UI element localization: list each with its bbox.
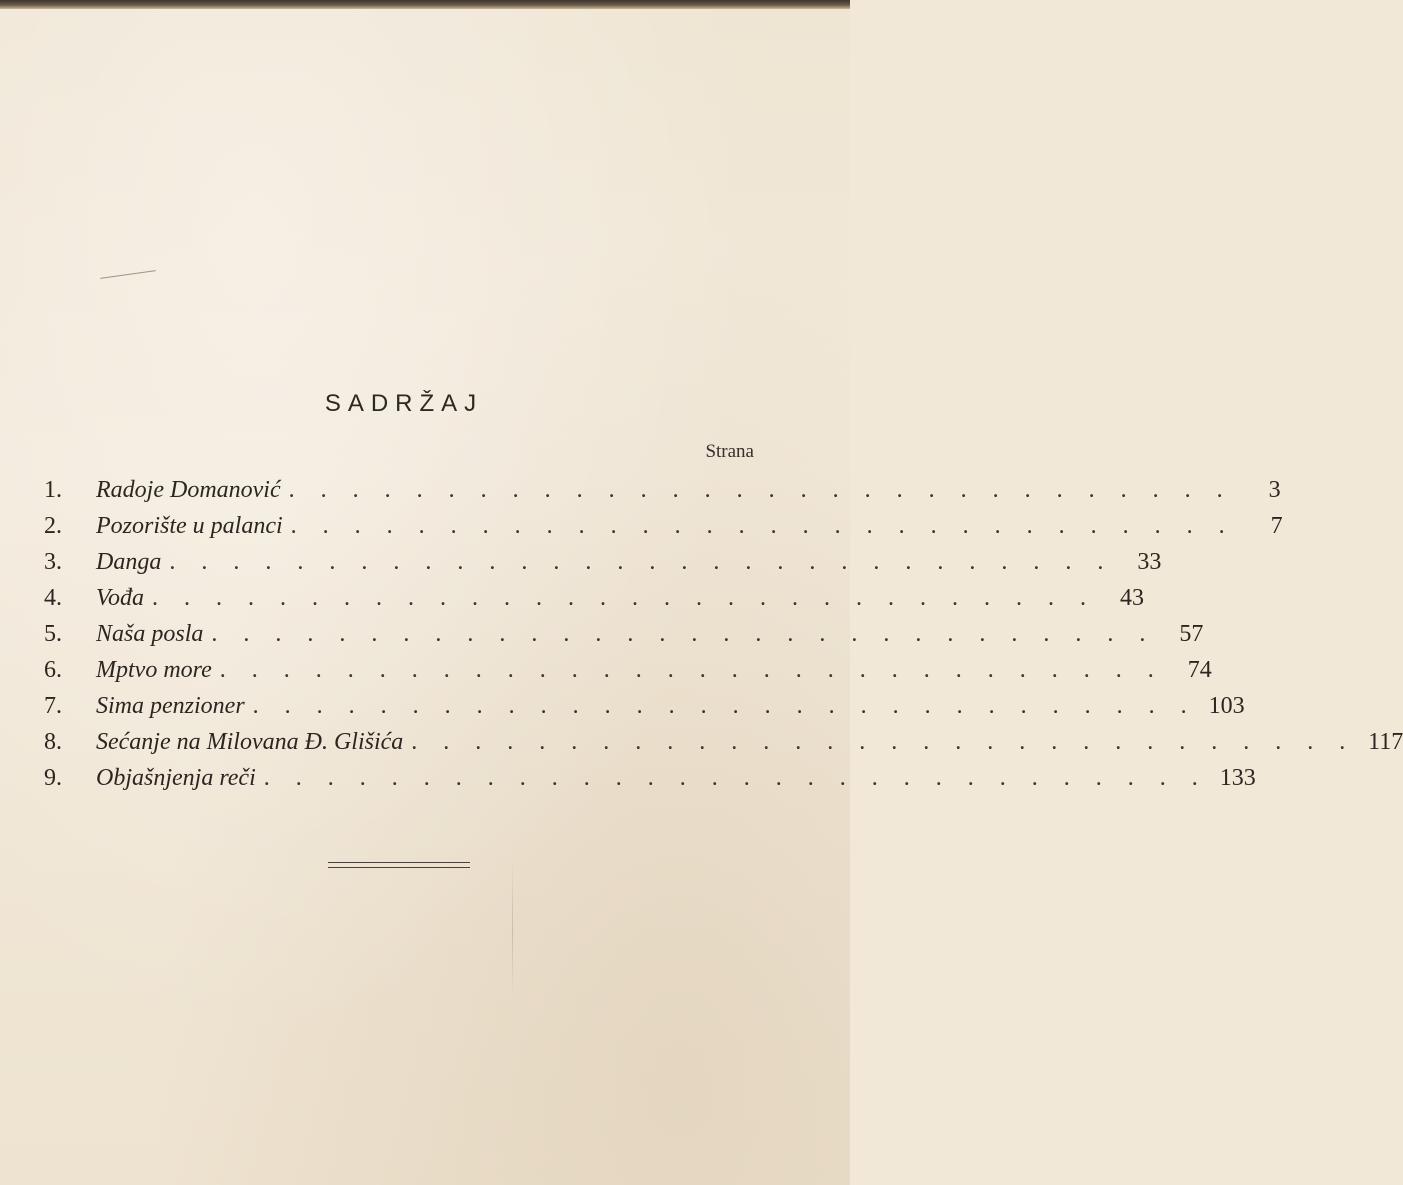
- entry-number: 9.: [44, 765, 62, 791]
- page-title: SADRŽAJ: [324, 390, 484, 417]
- entry-number: 8.: [44, 729, 62, 755]
- entry-title: Sećanje na Milovana Đ. Glišića: [96, 729, 404, 755]
- pencil-mark: [100, 270, 156, 279]
- paper-crease: [512, 860, 513, 1000]
- entry-number: 5.: [44, 621, 62, 647]
- entry-page: 133: [1219, 765, 1256, 791]
- dot-leader: . . . . . . . . . . . . . . . . . . . . . . . . . . . . . .: [263, 765, 1208, 791]
- entry-page: 57: [1179, 621, 1204, 647]
- table-of-contents: [44, 472, 1403, 796]
- entry-number: 2.: [44, 513, 62, 539]
- toc-entry-4: [44, 580, 1144, 616]
- dot-leader: . . . . . . . . . . . . . . . . . . . . . . . . . . . . . .: [211, 621, 1156, 647]
- dot-leader: . . . . . . . . . . . . . . . . . . . . . . . . . . . . . .: [411, 729, 1356, 755]
- dot-leader: . . . . . . . . . . . . . . . . . . . . . . . . . . . . . .: [252, 693, 1197, 719]
- entry-title: Radoje Domanović: [96, 477, 281, 503]
- toc-entry-5: [44, 616, 1204, 652]
- entry-number: 7.: [44, 693, 62, 719]
- toc-entry-3: [44, 544, 1162, 580]
- entry-page: 43: [1120, 585, 1144, 611]
- page-top-edge: [0, 0, 850, 9]
- toc-entry-8: [44, 724, 1403, 760]
- entry-page: 74: [1187, 657, 1212, 683]
- entry-number: 4.: [44, 585, 62, 611]
- entry-page: 33: [1137, 549, 1162, 575]
- entry-title: Naša posla: [96, 621, 204, 647]
- double-rule-divider: [328, 862, 470, 868]
- page-column-label: Strana: [705, 441, 754, 462]
- dot-leader: . . . . . . . . . . . . . . . . . . . . . . . . . . . . . .: [169, 549, 1114, 575]
- entry-page: 117: [1368, 729, 1403, 755]
- toc-entry-7: [44, 688, 1245, 724]
- toc-entry-6: [44, 652, 1212, 688]
- entry-page: 7: [1270, 513, 1283, 539]
- dot-leader: . . . . . . . . . . . . . . . . . . . . . . . . . . . . . .: [290, 513, 1235, 539]
- entry-title: Danga: [96, 549, 162, 575]
- toc-entry-1: [44, 472, 1281, 508]
- entry-page: 3: [1268, 477, 1281, 503]
- dot-leader: . . . . . . . . . . . . . . . . . . . . . . . . . . . . . .: [219, 657, 1164, 683]
- entry-title: Vođa: [96, 585, 144, 611]
- entry-title: Objašnjenja reči: [96, 765, 256, 791]
- dot-leader: . . . . . . . . . . . . . . . . . . . . . . . . . . . . . .: [152, 585, 1096, 611]
- entry-number: 6.: [44, 657, 62, 683]
- dot-leader: . . . . . . . . . . . . . . . . . . . . . . . . . . . . . .: [288, 477, 1233, 503]
- entry-number: 1.: [44, 477, 62, 503]
- entry-title: Mptvo more: [96, 657, 212, 683]
- entry-title: Sima penzioner: [96, 693, 245, 719]
- entry-page: 103: [1208, 693, 1245, 719]
- toc-entry-2: [44, 508, 1283, 544]
- toc-entry-9: [44, 760, 1256, 796]
- entry-title: Pozorište u palanci: [96, 513, 283, 539]
- entry-number: 3.: [44, 549, 62, 575]
